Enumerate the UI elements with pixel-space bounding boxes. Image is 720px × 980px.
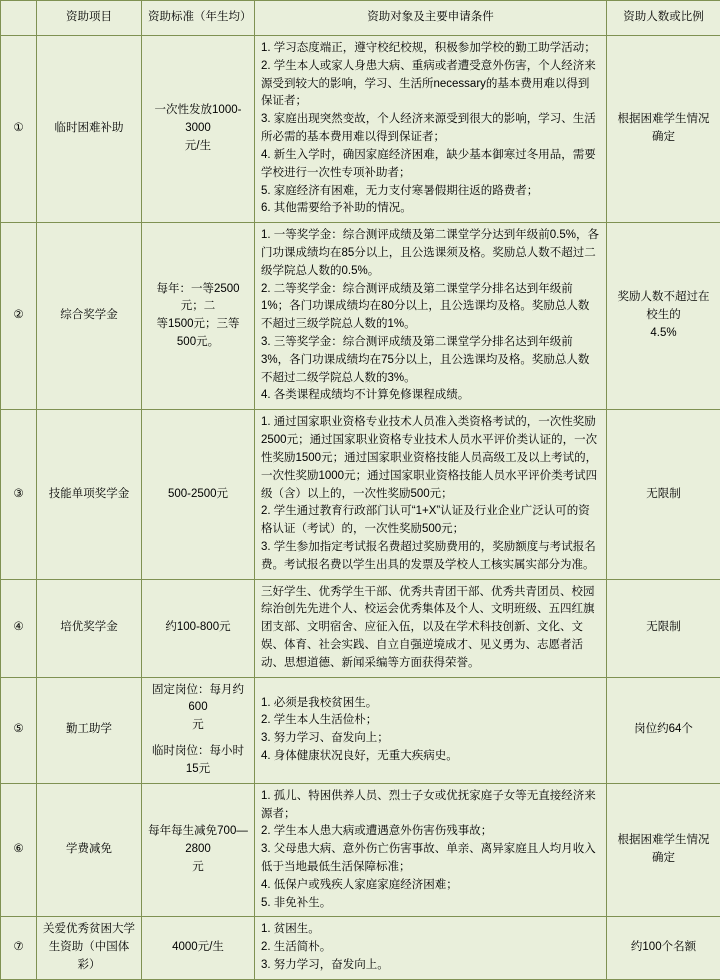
standard-line: 临时岗位：每小时15元 [148, 743, 248, 779]
row-standard: 约100-800元 [142, 579, 255, 677]
standard-line: 每年：一等2500元；二 [148, 281, 248, 317]
row-number-quota: 无限制 [607, 579, 720, 677]
condition-line: 2. 学生本人患大病或遭遇意外伤害伤残事故； [261, 823, 600, 841]
standard-spacer [148, 735, 248, 743]
row-program-name: 临时困难补助 [37, 36, 142, 223]
header-row [1, 1, 720, 36]
row-index: ⑥ [1, 783, 37, 917]
row-standard [142, 36, 255, 223]
row-standard: 500-2500元 [142, 410, 255, 579]
condition-line: 2. 学生本人生活俭朴； [261, 712, 600, 730]
row-target-conditions [255, 579, 607, 677]
row-index: ① [1, 36, 37, 223]
header-standard: 资助标准（年生均） [142, 1, 255, 36]
condition-line: 1. 必须是我校贫困生。 [261, 695, 600, 713]
row-number-quota: 无限制 [607, 410, 720, 579]
row-target-conditions [255, 223, 607, 410]
row-program-name: 学费减免 [37, 783, 142, 917]
condition-line: 2. 二等奖学金：综合测评成绩及第二课堂学分排名达到年级前1%；各门功课成绩均在80分以上，且公选课均及格。奖励总人数不超过三级学院总人数的1%。 [261, 281, 600, 334]
quota-line: 奖励人数不超过在校生的 [613, 289, 714, 325]
condition-line: 3. 学生参加指定考试报名费超过奖励费用的，奖励额度与考试报名费。考试报名费以学生出具的发票及学校人工核实属实部分为准。 [261, 539, 600, 575]
condition-line: 3. 努力学习，奋发向上。 [261, 957, 600, 975]
standard-line: 每年每生减免700—2800 [148, 823, 248, 859]
header-program: 资助项目 [37, 1, 142, 36]
row-target-conditions [255, 917, 607, 979]
row-program-name: 技能单项奖学金 [37, 410, 142, 579]
table-header [1, 1, 720, 36]
condition-line: 5. 家庭经济有困难，无力支付寒暑假期往返的路费者； [261, 183, 600, 201]
standard-line: 元 [148, 859, 248, 877]
row-index: ② [1, 223, 37, 410]
standard-line: 元/生 [148, 138, 248, 156]
row-index: ⑤ [1, 677, 37, 783]
row-standard [142, 783, 255, 917]
quota-line: 4.5% [613, 325, 714, 343]
table-body [1, 36, 720, 980]
row-program-name: 勤工助学 [37, 677, 142, 783]
condition-line: 1. 贫困生。 [261, 921, 600, 939]
condition-line: 5. 非免补生。 [261, 895, 600, 913]
condition-line: 3. 家庭出现突然变故，个人经济来源受到很大的影响，学习、生活所必需的基本费用难以得到保证者； [261, 111, 600, 147]
condition-line: 1. 学习态度端正，遵守校纪校规，积极参加学校的勤工助学活动； [261, 40, 600, 58]
row-standard [142, 223, 255, 410]
condition-line: 4. 身体健康状况良好，无重大疾病史。 [261, 748, 600, 766]
condition-line: 4. 低保户或残疾人家庭家庭经济困难； [261, 877, 600, 895]
row-target-conditions [255, 677, 607, 783]
condition-line: 6. 其他需要给予补助的情况。 [261, 200, 600, 218]
table-row [1, 917, 720, 979]
table-row [1, 677, 720, 783]
table-row [1, 579, 720, 677]
row-program-name: 关爱优秀贫困大学生资助（中国体彩） [37, 917, 142, 979]
table-row [1, 223, 720, 410]
condition-line: 4. 各类课程成绩均不计算免修课程成绩。 [261, 387, 600, 405]
header-index [1, 1, 37, 36]
condition-line: 三好学生、优秀学生干部、优秀共青团干部、优秀共青团员、校园综治创先先进个人、校运会优秀集体及个人、文明班级、五四红旗团支部、文明宿舍、应征入伍，以及在学术科技创新、文化、文娱、体育、社会实践、自立自强逆境成才、见义勇为、志愿者活动、思想道德、新闻采编等方面获得荣誉。 [261, 584, 600, 673]
row-number-quota: 根据困难学生情况确定 [607, 783, 720, 917]
condition-line: 2. 学生本人或家人身患大病、重病或者遭受意外伤害，个人经济来源受到较大的影响，学习、生活所necessary的基本费用难以得到保证者； [261, 58, 600, 111]
row-index: ④ [1, 579, 37, 677]
standard-line: 等1500元；三等500元。 [148, 316, 248, 352]
condition-line: 4. 新生入学时，确因家庭经济困难，缺少基本御寒过冬用品，需要学校进行一次性专项补助者； [261, 147, 600, 183]
row-number-quota [607, 223, 720, 410]
condition-line: 2. 生活简朴。 [261, 939, 600, 957]
row-index: ⑦ [1, 917, 37, 979]
standard-line: 一次性发放1000-3000 [148, 102, 248, 138]
row-standard [142, 677, 255, 783]
condition-line: 3. 父母患大病、意外伤亡伤害事故、单亲、离异家庭且人均月收入低于当地最低生活保障标准； [261, 841, 600, 877]
condition-line: 1. 孤儿、特困供养人员、烈士子女或优抚家庭子女等无直接经济来源者； [261, 788, 600, 824]
row-number-quota: 岗位约64个 [607, 677, 720, 783]
row-target-conditions [255, 36, 607, 223]
row-index: ③ [1, 410, 37, 579]
table-row [1, 36, 720, 223]
condition-line: 1. 一等奖学金：综合测评成绩及第二课堂学分达到年级前0.5%，各门功课成绩均在85分以上，且公选课须及格。奖励总人数不超过二级学院总人数的0.5%。 [261, 227, 600, 280]
condition-line: 3. 努力学习、奋发向上； [261, 730, 600, 748]
header-target: 资助对象及主要申请条件 [255, 1, 607, 36]
condition-line: 3. 三等奖学金：综合测评成绩及第二课堂学分排名达到年级前3%，各门功课成绩均在75分以上，且公选课均及格。奖励总人数不超过二级学院总人数的3%。 [261, 334, 600, 387]
row-target-conditions [255, 410, 607, 579]
row-standard: 4000元/生 [142, 917, 255, 979]
row-target-conditions [255, 783, 607, 917]
row-program-name: 综合奖学金 [37, 223, 142, 410]
standard-line: 固定岗位：每月约600 [148, 682, 248, 718]
row-number-quota: 根据困难学生情况确定 [607, 36, 720, 223]
table-row [1, 410, 720, 579]
row-number-quota: 约100个名额 [607, 917, 720, 979]
row-program-name: 培优奖学金 [37, 579, 142, 677]
condition-line: 2. 学生通过教育行政部门认可“1+X”认证及行业企业广泛认可的资格认证（考试）的，一次性奖励500元； [261, 503, 600, 539]
header-number: 资助人数或比例 [607, 1, 720, 36]
table-row [1, 783, 720, 917]
standard-line: 元 [148, 717, 248, 735]
condition-line: 1. 通过国家职业资格专业技术人员准入类资格考试的，一次性奖励2500元；通过国家职业资格专业技术人员水平评价类认证的，一次性奖励1500元；通过国家职业资格技能人员高级工及以上考试的，一次性奖励1000元；通过国家职业资格技能人员水平评价类考试四级（含）以上的，一次性奖励500元； [261, 414, 600, 503]
